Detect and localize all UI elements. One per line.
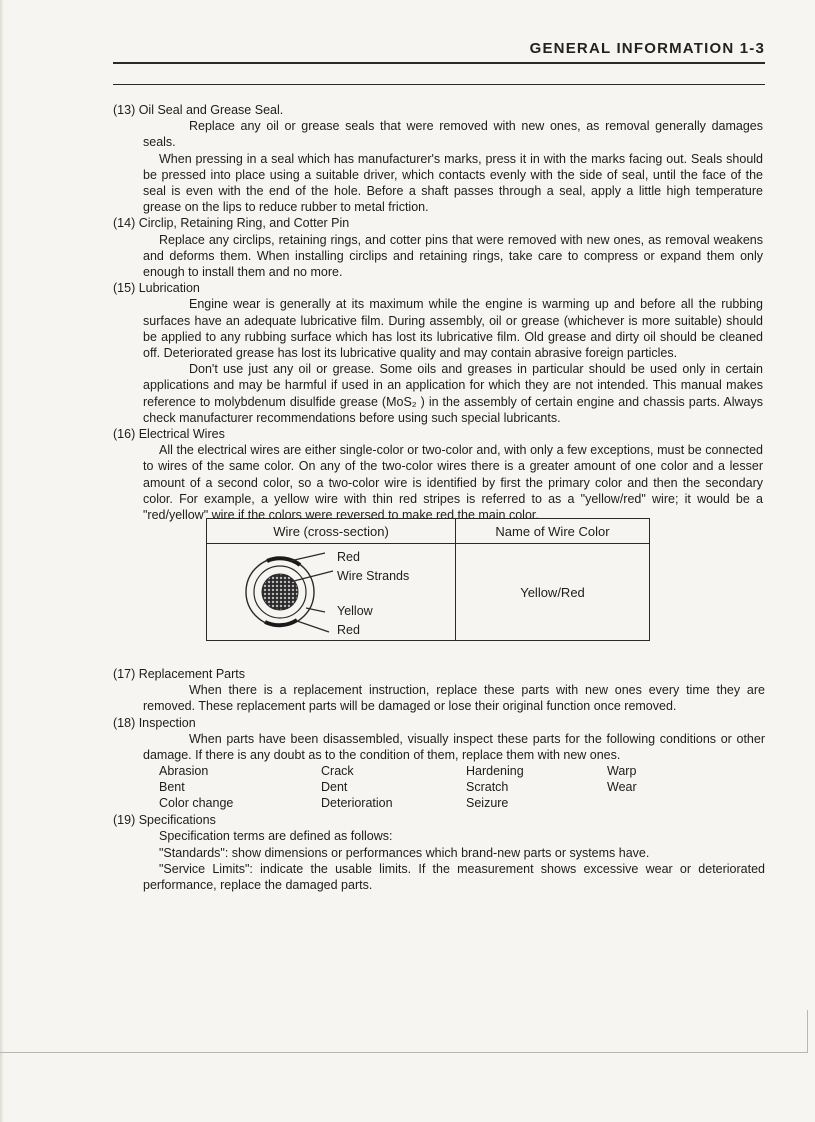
- wire-cross-section-diagram: [207, 544, 455, 640]
- condition-item: Scratch: [466, 780, 509, 795]
- section-18-heading: (18) Inspection: [113, 715, 196, 730]
- page-edge-shadow: [0, 0, 4, 1122]
- section-14-paragraph: Replace any circlips, retaining rings, and cotter pins that were removed with new ones, as removal weakens and deforms them. When installing circlips and retaining rings, take care to compress or expand them only enough to install them and no more.: [143, 232, 763, 280]
- page-right-edge: [807, 1010, 808, 1052]
- condition-item: Wear: [607, 780, 637, 795]
- section-13-heading: (13) Oil Seal and Grease Seal.: [113, 103, 284, 117]
- section-14-heading: (14) Circlip, Retaining Ring, and Cotter Pin: [113, 216, 350, 231]
- upper-body-text: [113, 102, 763, 523]
- section-17-paragraph: When there is a replacement instruction, replace these parts with new ones every time they are removed. These replacement parts will be damaged or lose their original function once removed.: [143, 683, 765, 714]
- wire-table-header-cross-section: Wire (cross-section): [207, 519, 456, 544]
- condition-item: Dent: [321, 780, 348, 795]
- section-13-paragraph: Replace any oil or grease seals that were removed with new ones, as removal generally damages seals.: [143, 119, 763, 150]
- wire-table-header-color-name: Name of Wire Color: [456, 519, 650, 544]
- condition-item: Crack: [321, 764, 354, 779]
- wire-red-stripe-bottom: [265, 620, 297, 625]
- section-18-paragraph: When parts have been disassembled, visually inspect these parts for the following conditions or other damage. If there is any doubt as to the condition of them, replace them with new ones.: [143, 731, 765, 763]
- wire-color-name-cell: Yellow/Red: [456, 544, 650, 641]
- section-13-paragraph: When pressing in a seal which has manufacturer's marks, press it in with the marks facing out. Seals should be pressed into place using a suitable driver, which contacts evenly with the side of seal, until the face of the seal is even with the end of the hole. Before a shaft passes through a seal, apply a little high temperature grease on the lips to reduce rubber to metal friction.: [143, 151, 763, 215]
- inspection-conditions-list: [159, 763, 765, 812]
- section-15-paragraph: Engine wear is generally at its maximum while the engine is warming up and before all the rubbing surfaces have an adequate lubricative film. During assembly, oil or grease (whichever is more suitable) should be applied to any rubbing surface which has lost its lubricative film. Old grease and dirty oil should be cleaned off. Deteriorated grease has lost its lubricative quality and may contain abrasive foreign particles.: [143, 297, 763, 361]
- wire-strands-bundle: [262, 574, 298, 610]
- label-red-bottom: Red: [337, 623, 360, 637]
- header-rule-second: [113, 84, 765, 85]
- section-16-paragraph: All the electrical wires are either single-color or two-color and, with only a few exceptions, must be connected to wires of the same color. On any of the two-color wires there is a greater amount of one color and a lesser amount of a second color, so a two-color wire is identified by first the primary color and then the secondary color. For example, a yellow wire with thin red stripes is referred to as a "yellow/red" wire; it would be a "red/yellow" wire if the colors were reversed to make red the main color.: [143, 443, 763, 523]
- section-15-paragraph: Don't use just any oil or grease. Some oils and greases in particular should be used only in certain applications and may be harmful if used in an application for which they are not intended. This manual makes reference to molybdenum disulfide grease (MoS₂ ) in the assembly of certain engine and chassis parts. Always check manufacturer recommendations before using such special lubricants.: [143, 362, 763, 425]
- condition-item: Warp: [607, 764, 637, 779]
- condition-item: Hardening: [466, 764, 524, 779]
- section-19-paragraph: "Standards": show dimensions or performances which brand-new parts or systems have.: [159, 845, 650, 860]
- wire-cross-section-cell: [207, 544, 456, 641]
- condition-item: Color change: [159, 796, 234, 811]
- section-19-heading: (19) Specifications: [113, 813, 216, 828]
- lower-body-text: [113, 666, 765, 893]
- label-wire-strands: Wire Strands: [337, 569, 410, 583]
- section-16-heading: (16) Electrical Wires: [113, 427, 225, 442]
- wire-color-table: [206, 518, 650, 641]
- header-rule-top: [113, 62, 765, 64]
- section-19-paragraph: Specification terms are defined as follows:: [159, 829, 393, 844]
- section-15-heading: (15) Lubrication: [113, 281, 200, 296]
- condition-item: Bent: [159, 780, 185, 795]
- leader-red-top: [290, 553, 325, 561]
- condition-item: Abrasion: [159, 764, 209, 779]
- label-yellow: Yellow: [337, 604, 373, 618]
- label-red-top: Red: [337, 550, 360, 564]
- condition-item: Seizure: [466, 796, 509, 811]
- leader-red-bottom: [297, 621, 329, 632]
- page-bottom-edge: [0, 1052, 808, 1053]
- section-17-heading: (17) Replacement Parts: [113, 667, 246, 681]
- condition-item: Deterioration: [321, 796, 393, 811]
- page-header-title: GENERAL INFORMATION 1-3: [529, 40, 765, 57]
- section-19-paragraph: "Service Limits": indicate the usable limits. If the measurement shows excessive wear or deteriorated performance, replace the damaged parts.: [143, 861, 765, 893]
